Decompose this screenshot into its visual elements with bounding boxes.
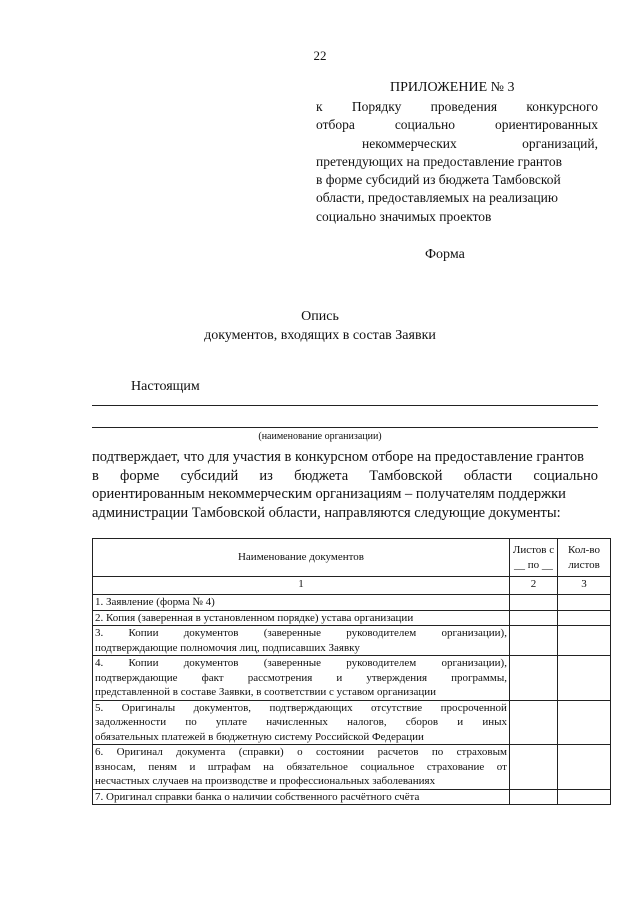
appendix-line-6: области, предоставляемых на реализацию [316, 190, 558, 206]
intro-word: бюджета [294, 467, 349, 484]
document-name-word: утверждения [366, 671, 428, 684]
document-name-word: Оригинал [116, 746, 163, 758]
sheets-range-cell[interactable] [510, 626, 558, 656]
document-name-word: иных [482, 716, 507, 728]
document-name-line [95, 715, 507, 730]
document-name-word: и [336, 671, 343, 684]
organization-caption: (наименование организации) [258, 431, 382, 442]
organization-name-line-1 [92, 405, 598, 406]
document-name-word: 6. [95, 746, 104, 758]
table-row [93, 595, 611, 611]
appendix-body [316, 98, 598, 226]
sheets-range-cell[interactable] [510, 789, 558, 805]
header-sheets-line-1: Листов с [512, 544, 555, 556]
table-row [93, 626, 611, 656]
table-header-row [93, 539, 611, 577]
document-name-word: и [189, 760, 196, 773]
intro-line-2 [92, 467, 598, 486]
appendix-word: отбора [316, 117, 355, 133]
document-name-cell [93, 656, 510, 701]
document-name-word: 5. [95, 701, 104, 714]
document-name-word: просроченной [440, 701, 507, 714]
document-name-word: обязательное [286, 760, 348, 773]
document-name-word: организации), [441, 627, 507, 639]
organization-name-line-2 [92, 427, 598, 428]
document-name-line: 1. Заявление (форма № 4) [95, 596, 215, 608]
document-name-word: руководителем [346, 627, 417, 639]
document-name-word: Оригиналы [121, 701, 176, 714]
appendix-title: ПРИЛОЖЕНИЕ № 3 [390, 80, 515, 95]
column-number-1: 1 [93, 577, 510, 595]
column-number-3: 3 [558, 577, 611, 595]
intro-line-4: администрации Тамбовской области, направляются следующие документы: [92, 504, 561, 521]
header-sheets-range [510, 539, 558, 577]
document-name-line: представленной в составе Заявки, в соответствии с уставом организации [95, 686, 437, 698]
document-name-word: руководителем [346, 657, 417, 669]
document-name-word: и [457, 716, 464, 728]
document-name-word: программы, [451, 671, 507, 684]
document-name-word: налогов, [347, 716, 387, 728]
sheets-range-cell[interactable] [510, 610, 558, 626]
intro-paragraph [92, 448, 598, 522]
intro-word: субсидий [180, 467, 239, 484]
document-name-word: социальное [360, 760, 415, 773]
document-name-word: 4. [95, 657, 104, 669]
appendix-line-4: претендующих на предоставление грантов [316, 153, 563, 169]
appendix-line-5: в форме субсидий из бюджета Тамбовской [316, 172, 561, 188]
sheets-range-cell[interactable] [510, 700, 558, 745]
appendix-word: к [316, 99, 323, 114]
document-title-line-1: Опись [301, 309, 339, 324]
intro-line-3: ориентированным некоммерческим организациям – получателям поддержки [92, 486, 566, 502]
table-row [93, 789, 611, 805]
document-name-word: (заверенные [263, 657, 322, 669]
document-name-cell [93, 610, 510, 626]
document-name-word: рассмотрения [247, 671, 313, 684]
document-name-word: документа [176, 746, 226, 758]
document-name-word: Копии [128, 657, 159, 669]
sheets-range-cell[interactable] [510, 595, 558, 611]
document-name-word: начисленных [266, 716, 328, 728]
document-name-line [95, 745, 507, 760]
document-name-word: взносам, [95, 760, 136, 773]
table-row [93, 745, 611, 790]
table-row [93, 656, 611, 701]
appendix-line-3: некоммерческих организаций, [362, 135, 598, 151]
document-name-word: состоянии [315, 746, 365, 758]
document-name-word: задолженности [95, 716, 167, 728]
document-name-word: по [431, 746, 444, 758]
appendix-word: социально [394, 117, 455, 133]
appendix-word: Порядку [351, 99, 402, 114]
document-name-line: 7. Оригинал справки банка о наличии собственного расчётного счёта [95, 790, 420, 803]
column-number-2: 2 [510, 577, 558, 595]
header-count-line-2: листов [568, 558, 600, 571]
sheet-count-cell[interactable] [558, 789, 611, 805]
document-name-word: факт [201, 671, 224, 684]
intro-word: социально [533, 467, 598, 484]
document-name-word: организации), [441, 657, 507, 669]
document-name-cell [93, 789, 510, 805]
header-sheets-line-2: __ по __ [514, 558, 553, 571]
document-name-word: по [185, 716, 197, 728]
sheet-count-cell[interactable] [558, 610, 611, 626]
sheet-count-cell[interactable] [558, 595, 611, 611]
header-document-name: Наименование документов [93, 539, 510, 577]
nastoyashchim-label: Настоящим [131, 379, 200, 394]
document-name-cell [93, 745, 510, 790]
document-name-word: документов [183, 657, 239, 669]
intro-line-1: подтверждает, что для участия в конкурсном отборе на предоставление грантов [92, 449, 584, 465]
sheets-range-cell[interactable] [510, 745, 558, 790]
appendix-word: проведения [430, 99, 498, 114]
intro-word: из [259, 467, 273, 484]
appendix-line-2 [316, 116, 598, 134]
document-name-word: уплате [215, 716, 248, 728]
table-row [93, 610, 611, 626]
document-name-line [95, 626, 507, 641]
document-name-word: 3. [95, 627, 104, 639]
sheets-range-cell[interactable] [510, 656, 558, 701]
document-name-word: штрафам [207, 760, 251, 773]
document-name-cell [93, 626, 510, 656]
document-title-line-2: документов, входящих в состав Заявки [204, 328, 436, 343]
document-name-word: подтверждающие [95, 671, 178, 684]
appendix-word: конкурсного [526, 99, 598, 114]
document-name-word: расчетов [377, 746, 419, 758]
document-name-word: страховым [456, 746, 507, 758]
sheet-count-cell[interactable] [558, 626, 611, 656]
header-count-line-1: Кол-во [568, 544, 600, 556]
document-name-word: документов, [193, 701, 252, 714]
document-name-line [95, 701, 507, 716]
document-name-word: подтверждающих [269, 701, 353, 714]
sheet-count-cell[interactable] [558, 700, 611, 745]
document-name-word: документов [183, 627, 239, 639]
document-name-word: Копии [128, 627, 159, 639]
document-name-word: пеням [148, 760, 177, 773]
intro-word: области [463, 467, 513, 484]
intro-word: Тамбовской [369, 467, 443, 484]
appendix-line-7: социально значимых проектов [316, 208, 492, 224]
form-label: Форма [425, 247, 465, 262]
appendix-word: ориентированных [494, 117, 598, 133]
document-name-cell [93, 595, 510, 611]
document-name-line: 2. Копия (заверенная в установленном порядке) устава организации [95, 611, 414, 624]
sheet-count-cell[interactable] [558, 745, 611, 790]
document-name-line [95, 671, 507, 686]
appendix-line-1 [316, 98, 598, 116]
intro-word: в [92, 467, 99, 484]
table-row [93, 700, 611, 745]
header-sheet-count [558, 539, 611, 577]
sheet-count-cell[interactable] [558, 656, 611, 701]
documents-table [92, 538, 611, 805]
document-title [0, 307, 640, 345]
document-name-word: о [297, 746, 303, 758]
document-name-cell [93, 700, 510, 745]
document-name-line: обязательных платежей в бюджетную систему Российской Федерации [95, 730, 424, 743]
document-name-line [95, 760, 507, 775]
document-name-word: страхование [426, 760, 485, 773]
document-name-word: сборов [405, 716, 439, 728]
document-name-word: (заверенные [263, 627, 322, 639]
document-name-word: от [496, 760, 507, 773]
document-name-word: на [263, 760, 274, 773]
document-name-word: (справки) [238, 746, 284, 758]
document-name-line: несчастных случаев на производстве и профессиональных заболеваниях [95, 775, 436, 787]
document-name-line: подтверждающие полномочия лиц, подписавших Заявку [95, 641, 360, 654]
intro-word: форме [120, 467, 160, 484]
document-name-line [95, 656, 507, 671]
column-number-row [93, 577, 611, 595]
document-name-word: отсутствие [371, 701, 423, 714]
page-number: 22 [313, 48, 327, 63]
